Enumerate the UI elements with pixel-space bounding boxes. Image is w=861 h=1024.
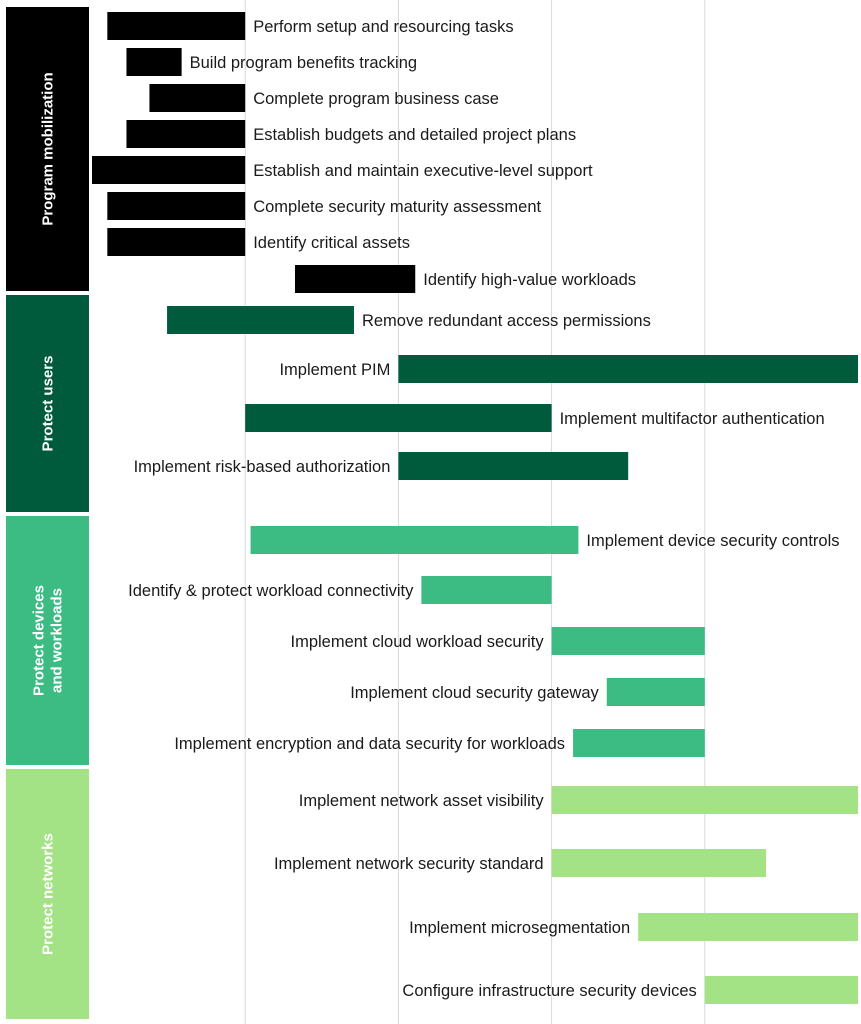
- task-label: Establish and maintain executive-level support: [253, 162, 593, 180]
- task-label: Complete program business case: [253, 90, 499, 108]
- task-bar: [421, 576, 551, 604]
- task-bar: [107, 12, 245, 40]
- task-label: Implement multifactor authentication: [559, 410, 825, 428]
- task-label: Complete security maturity assessment: [253, 198, 542, 216]
- task-bar: [167, 306, 354, 334]
- task-label: Remove redundant access permissions: [361, 312, 651, 330]
- task-bar: [92, 156, 245, 184]
- task-bar: [251, 526, 579, 554]
- task-bar: [126, 120, 245, 148]
- task-bar: [607, 678, 705, 706]
- task-bar: [552, 849, 766, 877]
- task-bar: [552, 627, 705, 655]
- task-bar: [573, 729, 705, 757]
- task-label: Implement cloud security gateway: [350, 684, 599, 702]
- section-label-2: Protect users: [39, 355, 57, 452]
- task-bar: [149, 84, 245, 112]
- task-label: Implement network asset visibility: [298, 792, 544, 810]
- task-label: Establish budgets and detailed project plans: [253, 126, 577, 144]
- task-bar: [398, 355, 858, 383]
- task-bar: [705, 976, 858, 1004]
- task-bar: [245, 404, 551, 432]
- task-bar: [126, 48, 181, 76]
- task-label: Build program benefits tracking: [189, 54, 418, 72]
- task-label: Perform setup and resourcing tasks: [253, 18, 514, 36]
- task-bar: [107, 228, 245, 256]
- task-bar: [552, 786, 858, 814]
- task-bar: [638, 913, 858, 941]
- section-label-1: Program mobilization: [39, 72, 57, 226]
- task-label: Implement PIM: [279, 361, 391, 379]
- task-bar: [295, 265, 415, 293]
- task-label: Identify & protect workload connectivity: [128, 582, 414, 600]
- task-bar: [107, 192, 245, 220]
- task-label: Implement network security standard: [273, 855, 544, 873]
- section-label-4: Protect networks: [39, 833, 57, 955]
- task-label: Implement device security controls: [586, 532, 840, 550]
- task-label: Identify high-value workloads: [423, 271, 637, 289]
- section-bands: [6, 7, 89, 1019]
- task-label: Configure infrastructure security devices: [402, 982, 697, 1000]
- task-label: Implement risk-based authorization: [133, 458, 391, 476]
- section-band-3: [6, 516, 89, 765]
- section-label-3: Protect devicesand workloads: [30, 585, 66, 696]
- task-label: Identify critical assets: [253, 234, 411, 252]
- task-label: Implement encryption and data security for workloads: [174, 735, 566, 753]
- task-bar: [398, 452, 628, 480]
- task-label: Implement microsegmentation: [409, 919, 631, 937]
- task-label: Implement cloud workload security: [290, 633, 544, 651]
